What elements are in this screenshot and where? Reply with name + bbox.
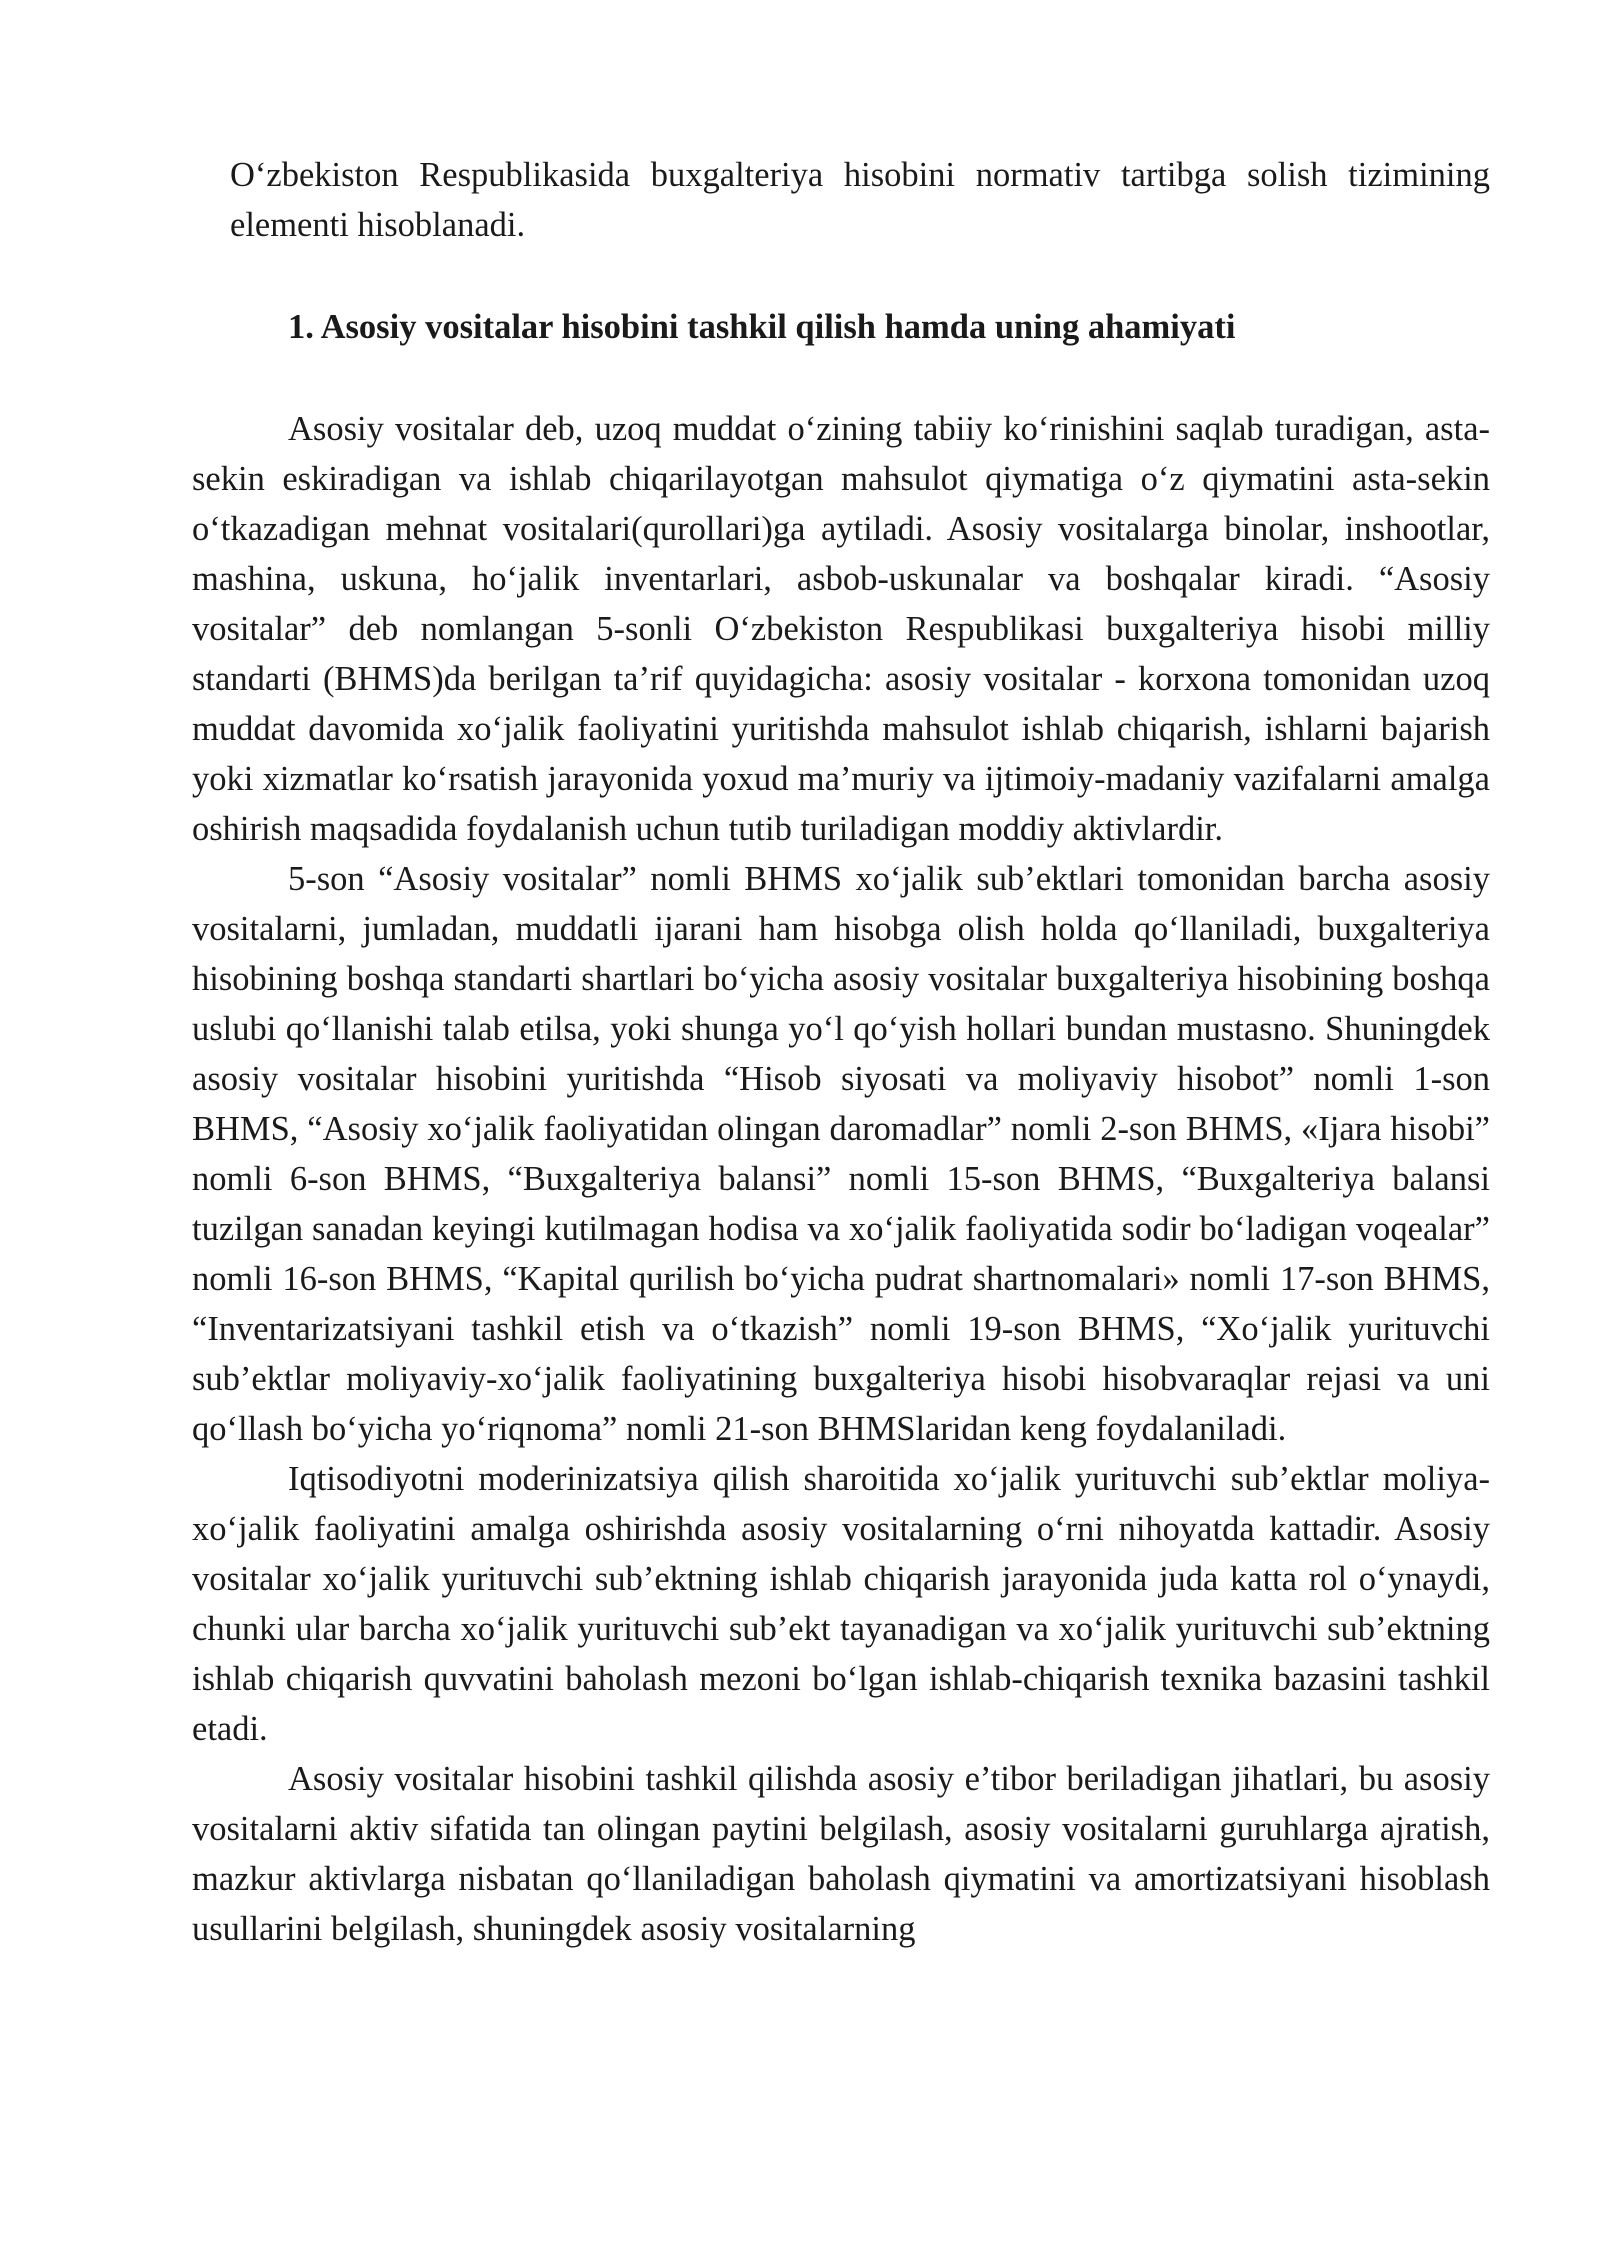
intro-paragraph: O‘zbekiston Respublikasida buxgalteriya hisobini normativ tartibga solish tizimining elementi hisoblanadi. xyxy=(230,156,1490,244)
document-body xyxy=(192,150,1490,1954)
paragraph-importance: Iqtisodiyotni moderinizatsiya qilish sharoitida xo‘jalik yurituvchi sub’ektlar moliya-xo‘jalik faoliyatini amalga oshirishda asosiy vositalarning o‘rni nihoyatda kattadir. Asosiy vositalar xo‘jalik yurituvchi sub’ektning ishlab chiqarish jarayonida juda katta rol o‘ynaydi, chunki ular barcha xo‘jalik yurituvchi sub’ekt tayanadigan va xo‘jalik yurituvchi sub’ektning ishlab chiqarish quvvatini baholash mezoni bo‘lgan ishlab-chiqarish texnika bazasini tashkil etadi. xyxy=(192,1460,1490,1748)
paragraph-organization: Asosiy vositalar hisobini tashkil qilishda asosiy e’tibor beriladigan jihatlari, bu asosiy vositalarni aktiv sifatida tan olingan paytini belgilash, asosiy vositalarni guruhlarga ajratish, mazkur aktivlarga nisbatan qo‘llaniladigan baholash qiymatini va amortizatsiyani hisoblash usullarini belgilash, shuningdek asosiy vositalarning xyxy=(192,1760,1490,1948)
paragraph-standards: 5-son “Asosiy vositalar” nomli BHMS xo‘jalik sub’ektlari tomonidan barcha asosiy vositalarni, jumladan, muddatli ijarani ham hisobga olish holda qo‘llaniladi, buxgalteriya hisobining boshqa standarti shartlari bo‘yicha asosiy vositalar buxgalteriya hisobining boshqa uslubi qo‘llanishi talab etilsa, yoki shunga yo‘l qo‘yish hollari bundan mustasno. Shuningdek asosiy vositalar hisobini yuritishda “Hisob siyosati va moliyaviy hisobot” nomli 1-son BHMS, “Asosiy xo‘jalik faoliyatidan olingan daromadlar” nomli 2-son BHMS, «Ijara hisobi” nomli 6-son BHMS, “Buxgalteriya balansi” nomli 15-son BHMS, “Buxgalteriya balansi tuzilgan sanadan keyingi kutilmagan hodisa va xo‘jalik faoliyatida sodir bo‘ladigan voqealar” nomli 16-son BHMS, “Kapital qurilish bo‘yicha pudrat shartnomalari» nomli 17-son BHMS, “Inventarizatsiyani tashkil etish va o‘tkazish” nomli 19-son BHMS, “Xo‘jalik yurituvchi sub’ektlar moliyaviy-xo‘jalik faoliyatining buxgalteriya hisobi hisobvaraqlar rejasi va uni qo‘llash bo‘yicha yo‘riqnoma” nomli 21-son BHMSlaridan keng foydalaniladi. xyxy=(192,860,1490,1448)
paragraph-definition: Asosiy vositalar deb, uzoq muddat o‘zining tabiiy ko‘rinishini saqlab turadigan, asta-sekin eskiradigan va ishlab chiqarilayotgan mahsulot qiymatiga o‘z qiymatini asta-sekin o‘tkazadigan mehnat vositalari(qurollari)ga aytiladi. Asosiy vositalarga binolar, inshootlar, mashina, uskuna, ho‘jalik inventarlari, asbob-uskunalar va boshqalar kiradi. “Asosiy vositalar” deb nomlangan 5-sonli O‘zbekiston Respublikasi buxgalteriya hisobi milliy standarti (BHMS)da berilgan ta’rif quyidagicha: asosiy vositalar - korxona tomonidan uzoq muddat davomida xo‘jalik faoliyatini yuritishda mahsulot ishlab chiqarish, ishlarni bajarish yoki xizmatlar ko‘rsatish jarayonida yoxud ma’muriy va ijtimoiy-madaniy vazifalarni amalga oshirish maqsadida foydalanish uchun tutib turiladigan moddiy aktivlardir. xyxy=(192,410,1490,848)
section-heading: 1. Asosiy vositalar hisobini tashkil qilish hamda uning ahamiyati xyxy=(288,308,1236,346)
